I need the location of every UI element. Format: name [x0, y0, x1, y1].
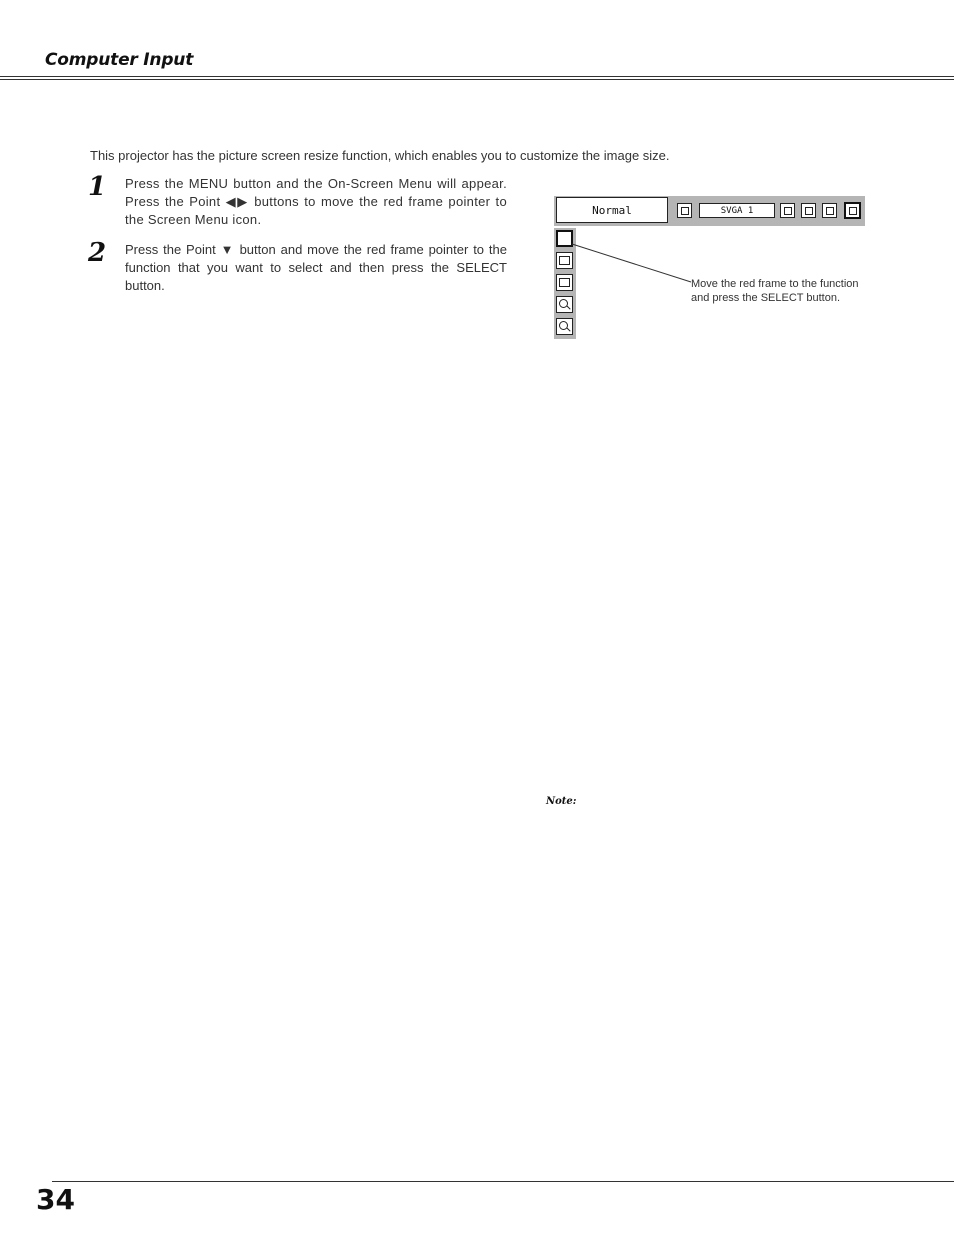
- callout-text: Move the red frame to the function and press the SELECT button.: [691, 278, 859, 304]
- step-number-1: 1: [88, 172, 107, 202]
- zoom-in-icon: [556, 296, 573, 313]
- step-text-2: Press the Point ▼ button and move the red frame pointer to the function that you want to select and then press the SELECT button.: [125, 242, 507, 293]
- source-display: SVGA 1: [699, 203, 775, 218]
- screen-menu-icon: [801, 203, 816, 218]
- note-label: Note:: [546, 796, 577, 807]
- input-icon: [677, 203, 692, 218]
- screen-mode-display: Normal: [556, 197, 668, 223]
- header-rule-bottom: [0, 79, 954, 80]
- header-rule-top: [0, 76, 954, 77]
- section-title: Computer Input: [45, 50, 194, 70]
- step-text-1: Press the MENU button and the On-Screen Menu will appear. Press the Point ◀▶ buttons to move the red frame pointer to the Screen Menu icon.: [125, 176, 507, 227]
- footer-rule: [52, 1181, 954, 1182]
- zoom-out-icon: [556, 318, 573, 335]
- pointer-line: [560, 230, 695, 290]
- step-number-2: 2: [88, 238, 107, 268]
- setting-icon: [822, 203, 837, 218]
- guide-icon: [844, 202, 861, 219]
- page-number: 34: [36, 1183, 75, 1216]
- intro-text: This projector has the picture screen resize function, which enables you to customize the image size.: [90, 148, 670, 163]
- image-icon: [780, 203, 795, 218]
